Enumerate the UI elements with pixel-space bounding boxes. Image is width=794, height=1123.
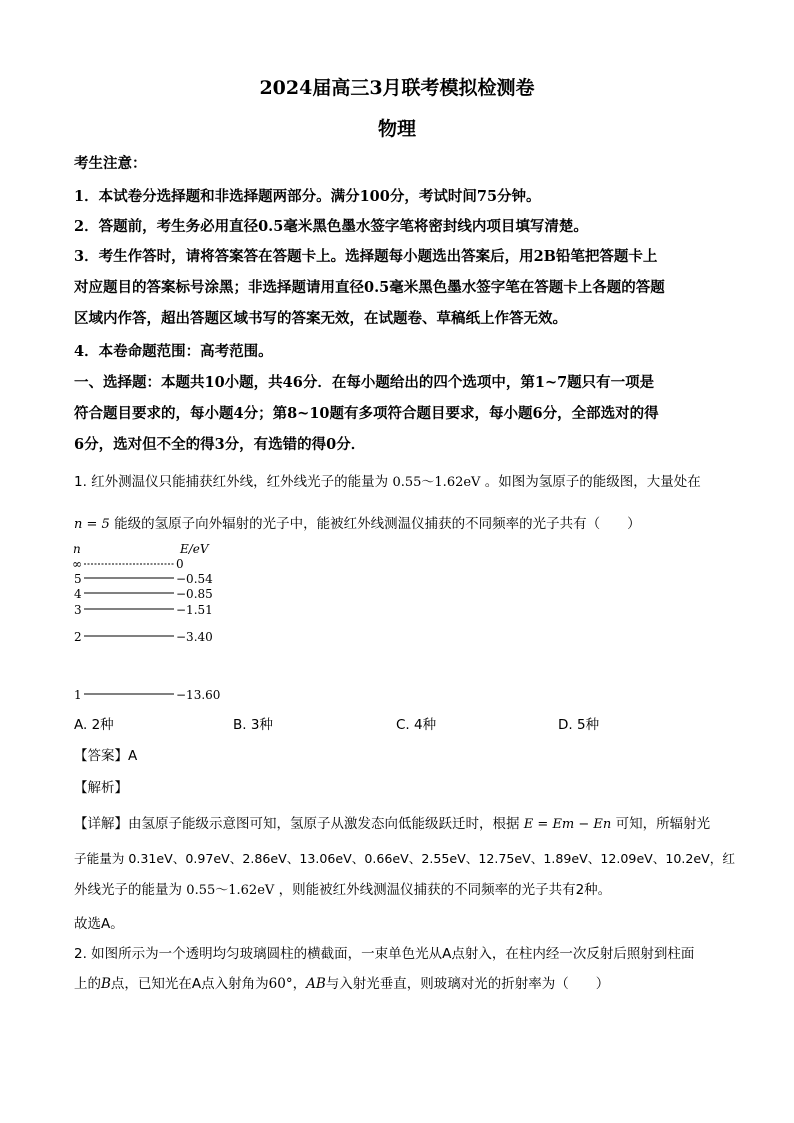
q1-detail-line-3: [74, 878, 611, 898]
q2-text: 与入射光垂直，则玻璃对光的折射率为（ ）: [325, 976, 610, 992]
q1-level-n: n = 5: [74, 517, 110, 532]
level-energy: 0: [176, 557, 184, 571]
q2-angle: 60°: [268, 976, 293, 992]
q1-analysis: 【解析】: [74, 780, 128, 796]
q2-point-b: B: [101, 976, 111, 992]
question-2-stem-2: [74, 972, 609, 992]
exam-title: 2024届高三3月联考模拟检测卷: [259, 77, 535, 99]
level-n: 3: [74, 603, 82, 617]
q1-detail-text: 【详解】由氢原子能级示意图可知，氢原子从激发态向低能级跃迁时，根据: [74, 816, 520, 832]
question-1-stem-2: [74, 512, 641, 532]
notice-item: 1．本试卷分选择题和非选择题两部分。满分100分，考试时间75分钟。: [74, 188, 541, 205]
energy-level-diagram: [70, 540, 250, 710]
q2-text: 点，已知光在A点入射角为: [110, 976, 269, 992]
notice-heading: 考生注意：: [74, 155, 147, 172]
q1-text: 1. 红外测温仪只能捕获红外线，红外线光子的能量为: [74, 474, 389, 490]
notice-item: 4．本卷命题范围：高考范围。: [74, 343, 273, 360]
q1-conclusion: 故选A。: [74, 916, 124, 932]
notice-item: 区域内作答，超出答题区域书写的答案无效，在试题卷、草稿纸上作答无效。: [74, 310, 567, 327]
option-a: A. 2种: [74, 717, 114, 733]
diagram-n-label: n: [73, 542, 81, 556]
level-n: ∞: [72, 557, 82, 571]
level-energy: −0.85: [176, 587, 213, 601]
q1-text: 能级的氢原子向外辐射的光子中，能被红外线测温仪捕获的不同频率的光子共有（ ）: [114, 516, 641, 532]
q1-answer: 【答案】A: [74, 748, 138, 764]
exam-subject: 物理: [377, 118, 416, 140]
level-energy: −13.60: [176, 688, 221, 702]
q1-detail-text: 可知，所辐射光: [615, 816, 711, 832]
q1-energy-range: 0.55～1.62eV: [392, 475, 481, 490]
notice-item: 对应题目的答案标号涂黑；非选择题请用直径0.5毫米黑色墨水签字笔在答题卡上各题的答题: [74, 279, 665, 296]
option-d: D. 5种: [558, 717, 600, 733]
q1-formula: E = Em − En: [523, 817, 612, 832]
notice-item: 2．答题前，考生务必用直径0.5毫米黑色墨水签字笔将密封线内项目填写清楚。: [74, 218, 588, 235]
level-n: 2: [74, 630, 82, 644]
q1-detail-text: ，则能被红外线测温仪捕获的不同频率的光子共有2种。: [278, 882, 612, 898]
level-energy: −3.40: [176, 630, 213, 644]
q1-energy-range: 0.55～1.62eV: [186, 883, 275, 898]
q1-text: 。如图为氢原子的能级图，大量处在: [484, 474, 701, 490]
q2-text: ，: [292, 976, 307, 992]
q1-detail-text: 外线光子的能量为: [74, 882, 182, 898]
level-n: 5: [74, 572, 82, 586]
q1-detail-line-2: 子能量为 0.31eV、0.97eV、2.86eV、13.06eV、0.66eV、2.55eV、12.75eV、1.89eV、12.09eV、10.2eV，红: [74, 851, 735, 866]
q1-detail-line-1: [74, 812, 710, 832]
level-energy: −1.51: [176, 603, 213, 617]
level-energy: −0.54: [176, 572, 213, 586]
option-b: B. 3种: [233, 717, 273, 733]
q2-text: 上的: [74, 976, 101, 992]
question-1-stem: [74, 470, 701, 490]
level-n: 1: [74, 688, 82, 702]
notice-item: 3．考生作答时，请将答案答在答题卡上。选择题每小题选出答案后，用2B铅笔把答题卡上: [74, 248, 658, 265]
section-instructions: 一、选择题：本题共10小题，共46分．在每小题给出的四个选项中，第1~7题只有一项是: [74, 374, 655, 391]
q2-segment-ab: AB: [306, 976, 326, 992]
option-c: C. 4种: [396, 717, 437, 733]
section-instructions: 符合题目要求的，每小题4分；第8~10题有多项符合题目要求，每小题6分，全部选对的得: [74, 405, 659, 422]
section-instructions: 6分，选对但不全的得3分，有选错的得0分．: [74, 436, 366, 453]
diagram-e-label: E/eV: [180, 542, 209, 556]
question-2-stem: 2. 如图所示为一个透明均匀玻璃圆柱的横截面，一束单色光从A点射入，在柱内经一次反射后照射到柱面: [74, 946, 695, 962]
level-n: 4: [74, 587, 82, 601]
